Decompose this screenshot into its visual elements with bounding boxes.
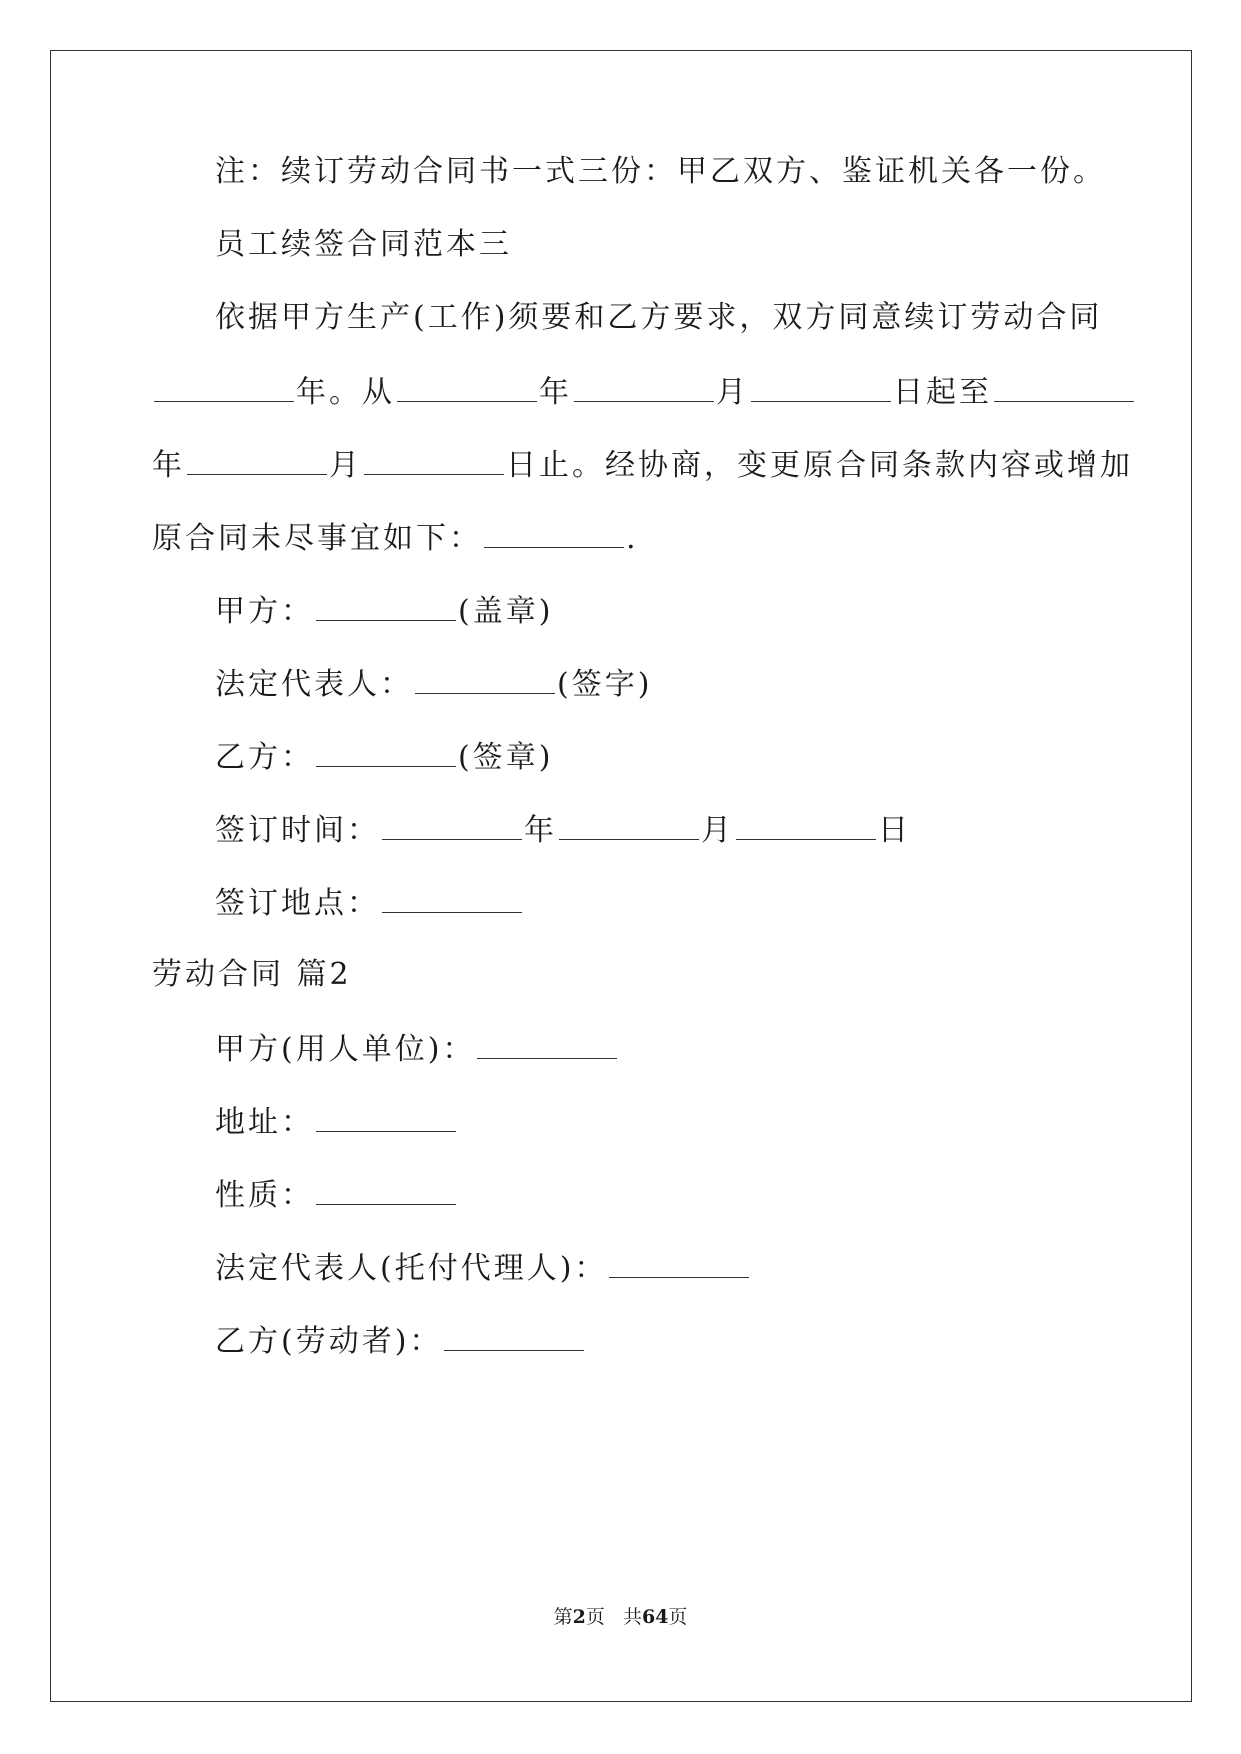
legal-rep-suffix: (签字) [557, 667, 653, 702]
page-footer [0, 1605, 1241, 1629]
blank-field [364, 444, 504, 475]
sign-place-label: 签订地点： [215, 886, 380, 921]
total-pages: 64 [641, 1606, 669, 1628]
blank-field [477, 1028, 617, 1059]
sign-place-line [215, 882, 524, 924]
footer-total-prefix: 共 [622, 1606, 642, 1628]
footer-page-suffix: 页 [585, 1606, 605, 1628]
nature-line [215, 1174, 458, 1216]
address-label: 地址： [215, 1105, 314, 1140]
legal-rep-label: 法定代表人： [215, 667, 413, 702]
sign-date-day: 日 [878, 813, 911, 848]
section-title: 劳动合同 篇2 [152, 957, 352, 992]
nature-label: 性质： [215, 1178, 314, 1213]
footer-total-suffix: 页 [668, 1606, 688, 1628]
footer-prefix: 第 [553, 1606, 573, 1628]
blank-field [382, 809, 522, 840]
address-line [215, 1101, 458, 1143]
legal-rep-line [215, 663, 652, 705]
blank-field [994, 371, 1134, 402]
text-period: . [626, 521, 639, 556]
party-a-label: 甲方： [215, 594, 314, 629]
blank-field [316, 1174, 456, 1205]
worker-line [215, 1320, 586, 1362]
blank-field [574, 371, 714, 402]
blank-field [316, 1101, 456, 1132]
text-day-start: 日起至 [893, 375, 992, 410]
blank-field [415, 663, 555, 694]
blank-field [154, 371, 294, 402]
employer-legal-rep-line [215, 1247, 751, 1289]
blank-field [316, 736, 456, 767]
party-a-suffix: (盖章) [458, 594, 554, 629]
sign-date-line [215, 809, 911, 851]
text-matters: 原合同未尽事宜如下： [152, 521, 482, 556]
employer-label: 甲方(用人单位)： [215, 1032, 476, 1067]
blank-field [397, 371, 537, 402]
page-number: 2 [572, 1606, 586, 1628]
party-a-line [215, 590, 553, 632]
employer-line [215, 1028, 619, 1070]
blank-field [187, 444, 327, 475]
paragraph-line-4 [152, 517, 639, 559]
blank-field [316, 590, 456, 621]
blank-field [736, 809, 876, 840]
blank-field [609, 1247, 749, 1278]
note-line: 注：续订劳动合同书一式三份：甲乙双方、鉴证机关各一份。 [215, 154, 1106, 189]
template-title: 员工续签合同范本三 [215, 227, 512, 262]
worker-label: 乙方(劳动者)： [215, 1324, 443, 1359]
text-year-from: 年。从 [296, 375, 395, 410]
party-b-line [215, 736, 553, 778]
employer-legal-rep-label: 法定代表人(托付代理人)： [215, 1251, 608, 1286]
blank-field [751, 371, 891, 402]
sign-date-label: 签订时间： [215, 813, 380, 848]
sign-date-month: 月 [701, 813, 734, 848]
text-month: 月 [716, 375, 749, 410]
text-year: 年 [152, 448, 185, 483]
paragraph-line-3 [152, 444, 1133, 486]
party-b-label: 乙方： [215, 740, 314, 775]
blank-field [484, 517, 624, 548]
party-b-suffix: (签章) [458, 740, 554, 775]
blank-field [382, 882, 522, 913]
paragraph-line-1: 依据甲方生产(工作)须要和乙方要求，双方同意续订劳动合同 [215, 300, 1103, 335]
blank-field [559, 809, 699, 840]
paragraph-line-2 [152, 371, 1136, 413]
text-year: 年 [539, 375, 572, 410]
sign-date-year: 年 [524, 813, 557, 848]
blank-field [444, 1320, 584, 1351]
text-month: 月 [329, 448, 362, 483]
text-day-end: 日止。经协商，变更原合同条款内容或增加 [506, 448, 1133, 483]
